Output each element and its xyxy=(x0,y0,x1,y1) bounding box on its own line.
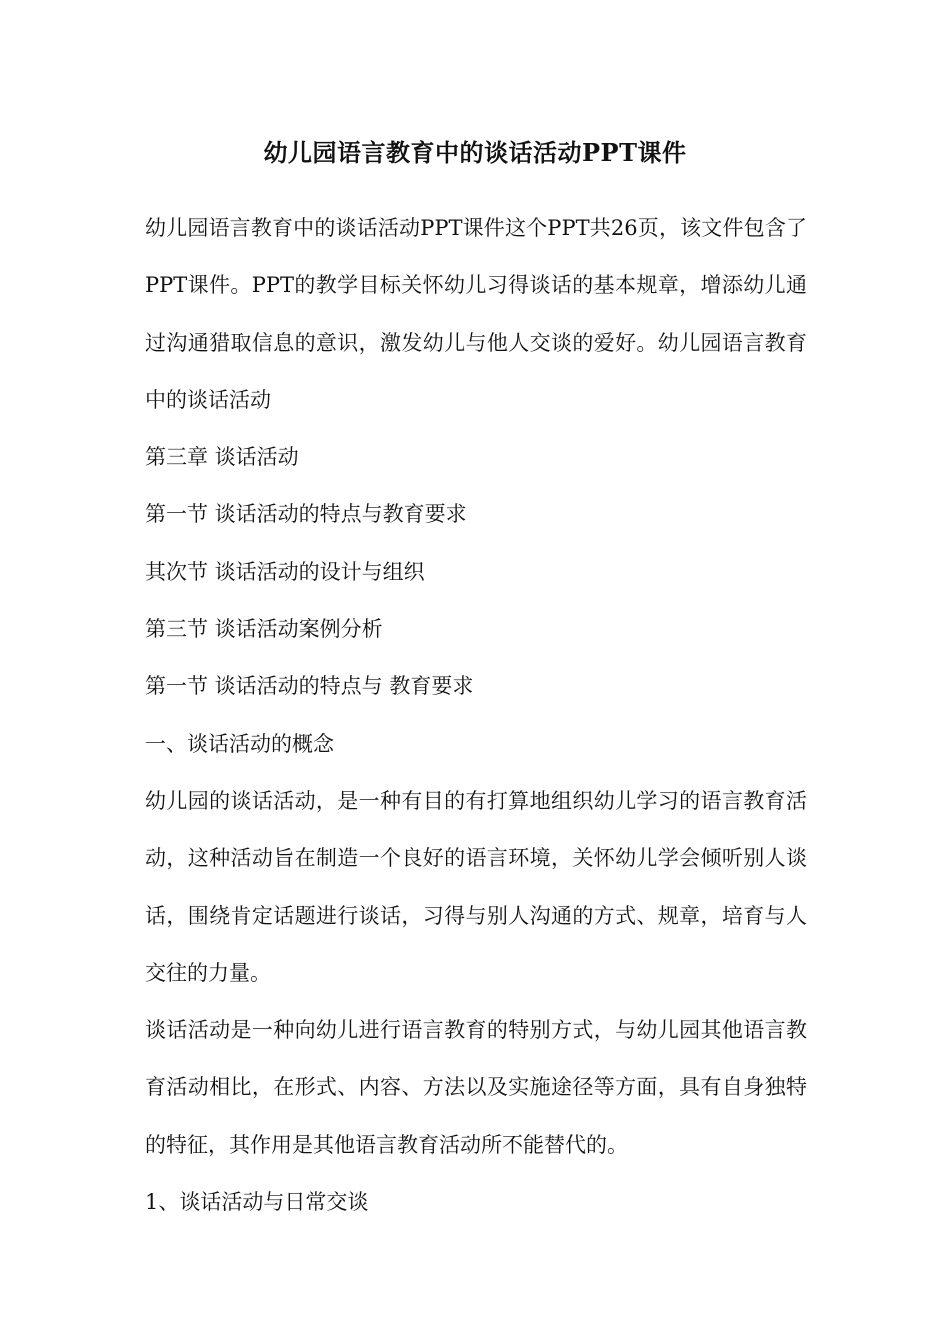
intro-paragraph: 幼儿园语言教育中的谈话活动PPT课件这个PPT共26页，该文件包含了PPT课件。PPT的教学目标关怀幼儿习得谈话的基本规章，增添幼儿通过沟通猎取信息的意识，激发幼儿与他人交谈的爱好。幼儿园语言教育中的谈话活动 xyxy=(145,216,807,412)
section-list-item: 第一节 谈话活动的特点与教育要求 xyxy=(145,502,467,527)
concept-paragraph: 幼儿园的谈话活动，是一种有目的有打算地组织幼儿学习的语言教育活动，这种活动旨在制造一个良好的语言环境，关怀幼儿学会倾听别人谈话，围绕肯定话题进行谈话，习得与别人沟通的方式、规章，培育与人交往的力量。 xyxy=(145,788,807,985)
numbered-heading: 1、谈话活动与日常交谈 xyxy=(145,1190,369,1215)
document-body xyxy=(145,200,807,1231)
section-heading: 第一节 谈话活动的特点与 教育要求 xyxy=(145,674,474,699)
section-list-item: 第三节 谈话活动案例分析 xyxy=(145,617,383,642)
section-list-item: 其次节 谈话活动的设计与组织 xyxy=(145,559,425,584)
features-paragraph: 谈话活动是一种向幼儿进行语言教育的特别方式，与幼儿园其他语言教育活动相比，在形式、内容、方法以及实施途径等方面，具有自身独特的特征，其作用是其他语言教育活动所不能替代的。 xyxy=(145,1018,807,1157)
subsection-heading: 一、谈话活动的概念 xyxy=(145,731,334,756)
chapter-heading: 第三章 谈话活动 xyxy=(145,445,299,470)
document-title: 幼儿园语言教育中的谈话活动PPT课件 xyxy=(263,138,687,167)
